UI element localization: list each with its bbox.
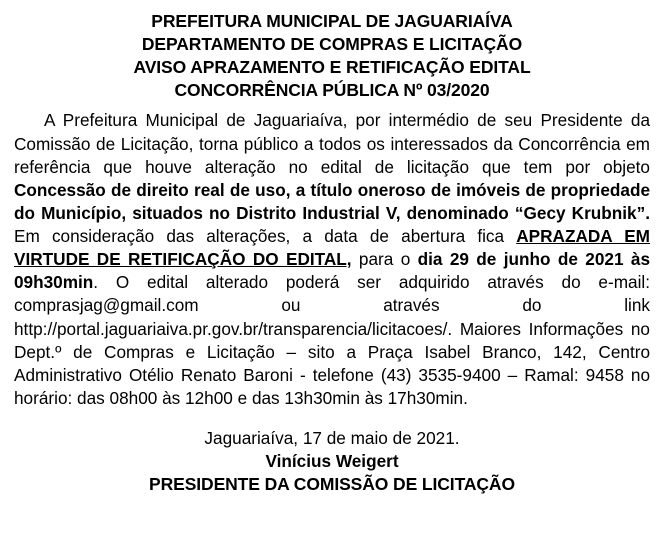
signature-place-date: Jaguariaíva, 17 de maio de 2021. [204,428,460,449]
portal-link[interactable]: http://portal.jaguariaiva.pr.gov.br/transparencia/licitacoes/. [14,318,453,339]
header-line-bid-number: CONCORRÊNCIA PÚBLICA Nº 03/2020 [174,80,490,101]
body-aprazada-highlight: APRAZADA EM VIRTUDE DE RETIFICAÇÃO DO EDITAL, [14,226,651,270]
header-line-notice-type: AVISO APRAZAMENTO E RETIFICAÇÃO EDITAL [133,57,531,78]
body-part-5: Maiores Informações no Dept.º de Compras e Licitação – sito a Praça Isabel Branco, 142, Centro Administrativo Otélio Renato Baroni - telefone (43) 3535-9400 – Ramal: 9458 no horário: das 08h00 às 12h00 e das 13h30min às 17h30min. [14,318,650,408]
body-part-1: A Prefeitura Municipal de Jaguariaíva, por intermédio de seu Presidente da Comissão de Licitação, torna público a todos os interessados da Concorrência em referência que houve alteração no edital de licitação que tem por objeto [14,110,650,177]
body-object-bold: Concessão de direito real de uso, a título oneroso de imóveis de propriedade do Município, situados no Distrito Industrial V, denominado “Gecy Krubnik”. [14,179,650,223]
body-part-4: . O edital alterado poderá ser adquirido através do e-mail: comprasjag@gmail.com ou através do link [14,272,650,316]
body-date-bold: dia 29 de junho de 2021 às 09h30min [14,249,650,293]
signature-role: PRESIDENTE DA COMISSÃO DE LICITAÇÃO [149,474,515,495]
body-part-2: Em consideração das alterações, a data de abertura fica [14,226,517,246]
signature-name: Vinícius Weigert [265,451,399,472]
document-header [14,10,650,102]
notice-body [14,109,650,410]
header-line-department: DEPARTAMENTO DE COMPRAS E LICITAÇÃO [141,34,523,55]
body-part-3: para o [351,249,418,270]
header-line-entity: PREFEITURA MUNICIPAL DE JAGUARIAÍVA [151,11,513,31]
